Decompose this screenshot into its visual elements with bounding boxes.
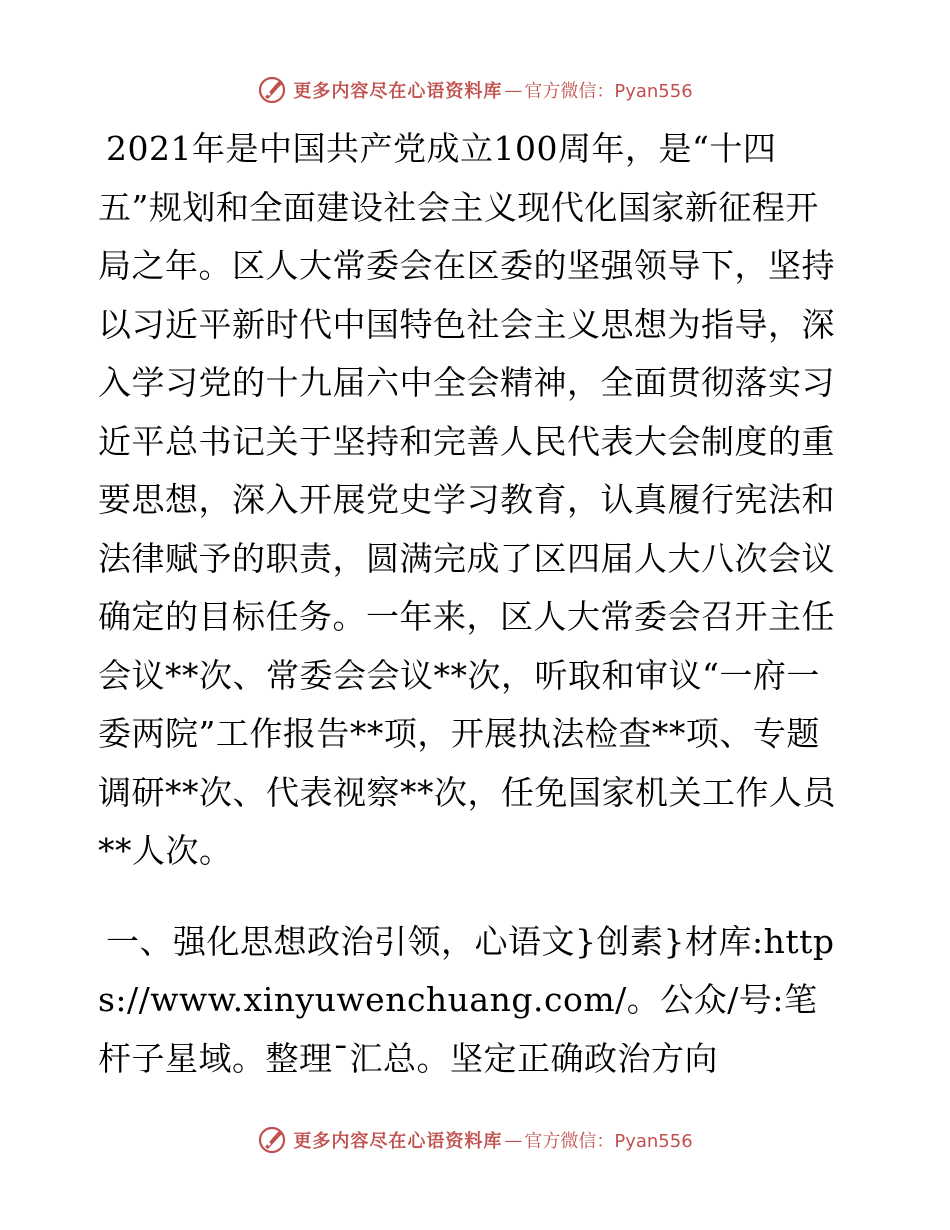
banner-main-text: 更多内容尽在心语资料库 [293,1131,503,1152]
pen-nib-logo-icon [257,1125,287,1155]
body-paragraph-section-heading: 一、强化思想政治引领，心语文}创素}材库:https://www.xinyuwenchuang.com/。公众/号:笔杆子星域。整理¯汇总。坚定正确政治方向 [98,921,835,1078]
body-paragraph-intro: 2021年是中国共产党成立100周年，是“十四五”规划和全面建设社会主义现代化国家新征程开局之年。区人大常委会在区委的坚强领导下，坚持以习近平新时代中国特色社会主义思想为指导，深入学习党的十九届六中全会精神，全面贯彻落实习近平总书记关于坚持和完善人民代表大会制度的重要思想，深入开展党史学习教育，认真履行宪法和法律赋予的职责，圆满完成了区四届人大八次会议确定的目标任务。一年来，区人大常委会召开主任会议**次、常委会会议**次，听取和审议“一府一委两院”工作报告**项，开展执法检查**项、专题调研**次、代表视察**次，任免国家机关工作人员**人次。 [98,129,836,870]
document-body [98,120,850,1088]
footer-banner [0,1120,950,1160]
banner-wechat-text: 官方微信：Pyan556 [524,81,693,102]
banner-wechat-text: 官方微信：Pyan556 [524,1131,693,1152]
banner-main-text: 更多内容尽在心语资料库 [293,81,503,102]
banner-dash: — [504,79,523,101]
header-banner [0,70,950,110]
pen-nib-logo-icon [257,75,287,105]
banner-dash: — [504,1129,523,1151]
